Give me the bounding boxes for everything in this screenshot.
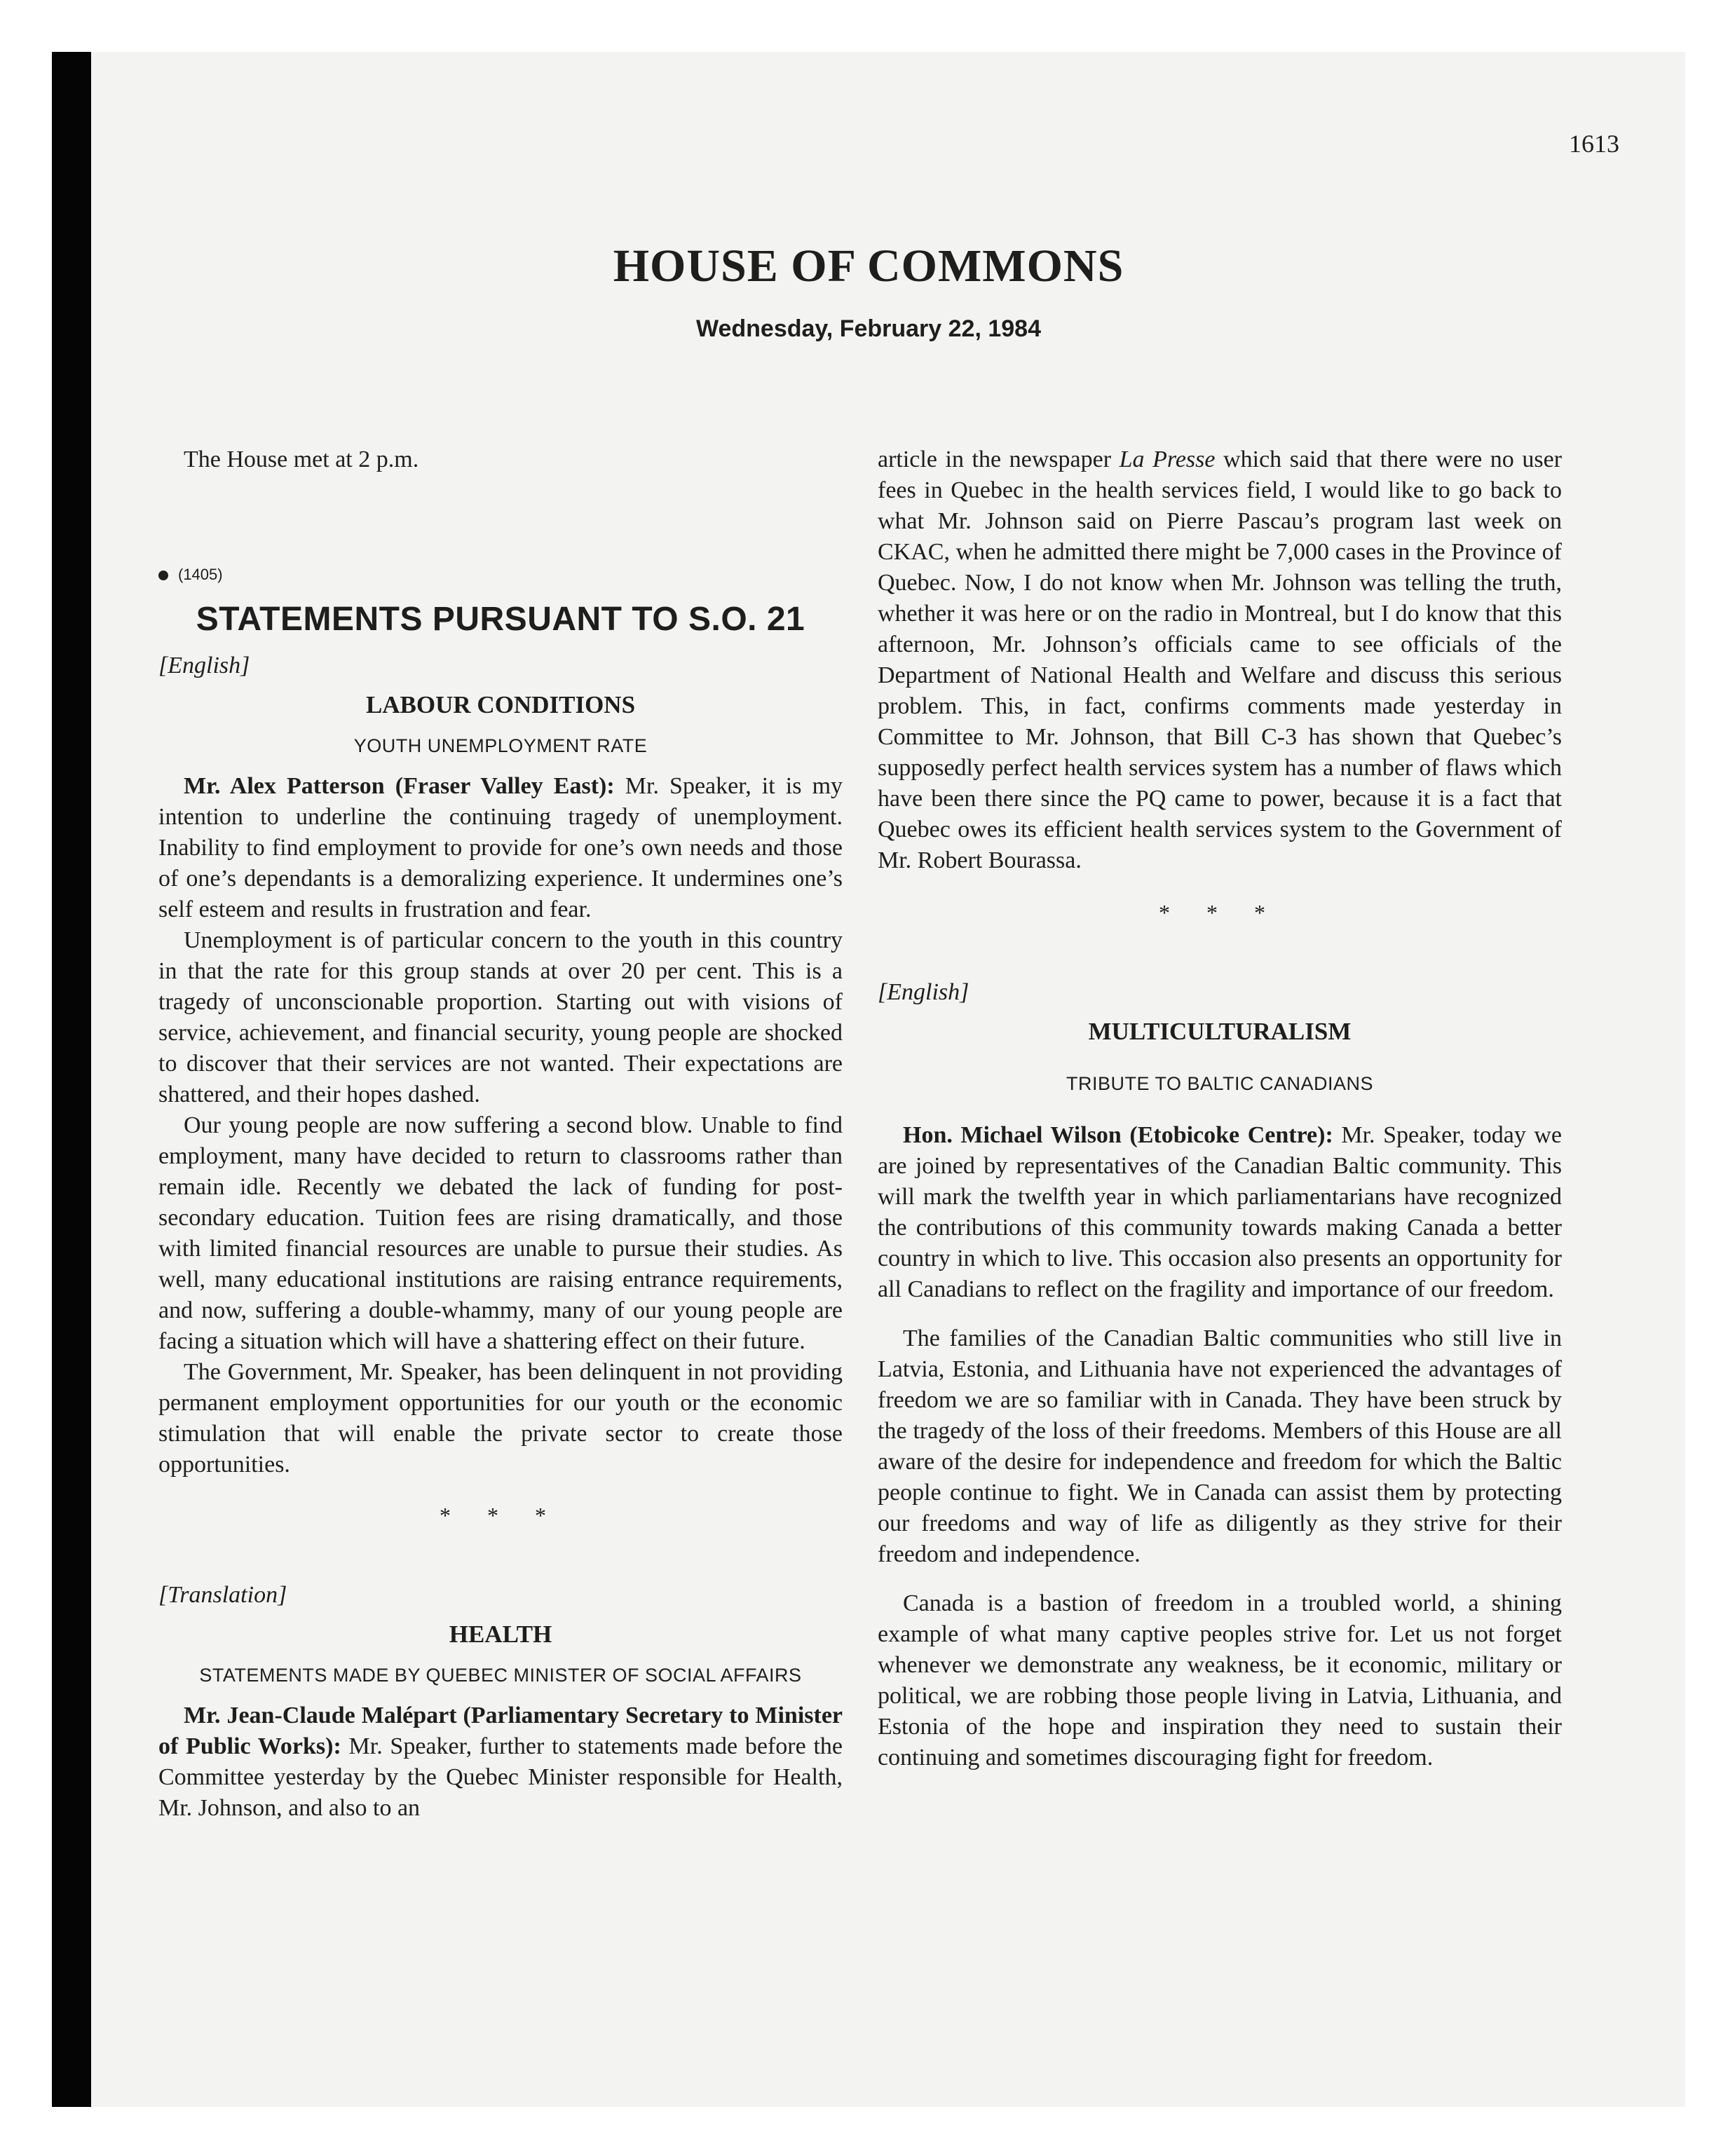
- binding-edge: [52, 52, 91, 2107]
- subject-heading: LABOUR CONDITIONS: [365, 691, 636, 718]
- language-tag: [Translation]: [158, 1582, 287, 1608]
- subject-subheading: YOUTH UNEMPLOYMENT RATE: [353, 735, 648, 756]
- statement-paragraph: Mr. Jean-Claude Malépart (Parliamentary Secretary to Minister of Public Works): Mr. Speaker, further to statements made before the Committee yesterday by the Quebec Minister responsible for Health, Mr. Johnson, and also to an: [158, 1703, 843, 1821]
- speaker-name: Mr. Jean-Claude Malépart (Parliamentary Secretary to Minister of Public Works):: [158, 1703, 843, 1759]
- statement-paragraph: The families of the Canadian Baltic communities who still live in Latvia, Estonia, and Lithuania have not experienced the advantages of freedom we are so familiar with in Canada. They have been struck by the tragedy of the loss of their freedoms. Members of this House are all aware of the desire for independence and freedom for which the Baltic people continue to fight. We in Canada can assist them by protecting our freedoms and way of life as diligently as they strive for their freedom and independence.: [878, 1325, 1562, 1567]
- scanned-page: [52, 52, 1685, 2107]
- statement-paragraph: article in the newspaper La Presse which said that there were no user fees in Quebec in the health services field, I would like to go back to what Mr. Johnson said on Pierre Pascau’s program last week on CKAC, when he admitted there might be 7,000 cases in the Province of Quebec. Now, I do not know when Mr. Johnson was telling the truth, whether it was here or on the radio in Montreal, but I do know that this afternoon, Mr. Johnson’s officials came to see officials of the Department of National Health and Welfare and discuss this serious problem. This, in fact, confirms comments made yesterday in Committee to Mr. Johnson, that Bill C-3 has shown that Quebec’s supposedly perfect health services system has a number of flaws which have been there since the PQ came to power, because it is a fact that Quebec owes its efficient health services system to the Government of Mr. Robert Bourassa.: [878, 446, 1563, 873]
- statement-paragraph: Canada is a bastion of freedom in a troubled world, a shining example of what many captive peoples strive for. Let us not forget whenever we demonstrate any weakness, be it economic, military or political, we are robbing those people living in Latvia, Lithuania, and Estonia of the hope and inspiration they need to sustain their continuing and sometimes discouraging fight for freedom.: [878, 1590, 1562, 1770]
- speaker-name: Hon. Michael Wilson (Etobicoke Centre):: [903, 1122, 1333, 1148]
- newspaper-name: La Presse: [1119, 446, 1216, 472]
- speaker-name: Mr. Alex Patterson (Fraser Valley East):: [184, 773, 615, 799]
- left-column: [158, 444, 843, 1824]
- section-separator: * * *: [1159, 900, 1281, 925]
- section-separator: * * *: [440, 1503, 562, 1528]
- statement-paragraph: The Government, Mr. Speaker, has been delinquent in not providing permanent employment opportunities for our youth or the economic stimulation that will enable the private sector to create those opportunities.: [158, 1359, 843, 1478]
- language-tag: [English]: [158, 653, 250, 678]
- subject-subheading: STATEMENTS MADE BY QUEBEC MINISTER OF SOCIAL AFFAIRS: [199, 1665, 802, 1686]
- subject-heading: HEALTH: [449, 1621, 552, 1648]
- statement-paragraph: Our young people are now suffering a second blow. Unable to find employment, many have decided to return to classrooms rather than remain idle. Recently we debated the lack of funding for post-secondary education. Tuition fees are rising dramatically, and those with limited financial resources are unable to pursue their studies. As well, many educational institutions are raising entrance requirements, and now, suffering a double-whammy, many of our young people are facing a situation which will have a shattering effect on their future.: [158, 1112, 843, 1354]
- language-tag: [English]: [878, 979, 969, 1005]
- right-column: [878, 444, 1562, 1773]
- subject-heading: MULTICULTURALISM: [1088, 1018, 1352, 1045]
- subject-subheading: TRIBUTE TO BALTIC CANADIANS: [1066, 1073, 1374, 1094]
- statement-paragraph: Hon. Michael Wilson (Etobicoke Centre): Mr. Speaker, today we are joined by representatives of the Canadian Baltic community. This will mark the twelfth year in which parliamentarians have recognized the contributions of this community towards making Canada a better country in which to live. This occasion also presents an opportunity for all Canadians to reflect on the fragility and importance of our freedom.: [878, 1122, 1563, 1302]
- time-marker-text: (1405): [178, 566, 223, 583]
- statement-paragraph: Mr. Alex Patterson (Fraser Valley East): Mr. Speaker, it is my intention to underline the continuing tragedy of unemployment. Inability to find employment to provide for one’s own needs and those of one’s dependants is a demoralizing experience. It undermines one’s self esteem and results in frustration and fear.: [158, 773, 843, 922]
- sitting-date: Wednesday, February 22, 1984: [696, 315, 1041, 342]
- page-number: 1613: [1569, 130, 1619, 158]
- statement-paragraph: Unemployment is of particular concern to the youth in this country in that the rate for this group stands at over 20 per cent. This is a tragedy of unconscionable proportion. Starting out with visions of service, achievement, and financial security, young people are shocked to discover that their services are not wanted. Their expectations are shattered, and their hopes dashed.: [158, 927, 843, 1107]
- sitting-opening: The House met at 2 p.m.: [184, 446, 419, 472]
- page-title: HOUSE OF COMMONS: [613, 240, 1124, 292]
- section-title: STATEMENTS PURSUANT TO S.O. 21: [196, 601, 805, 638]
- bullet-icon: [158, 571, 168, 580]
- time-marker: [158, 559, 843, 590]
